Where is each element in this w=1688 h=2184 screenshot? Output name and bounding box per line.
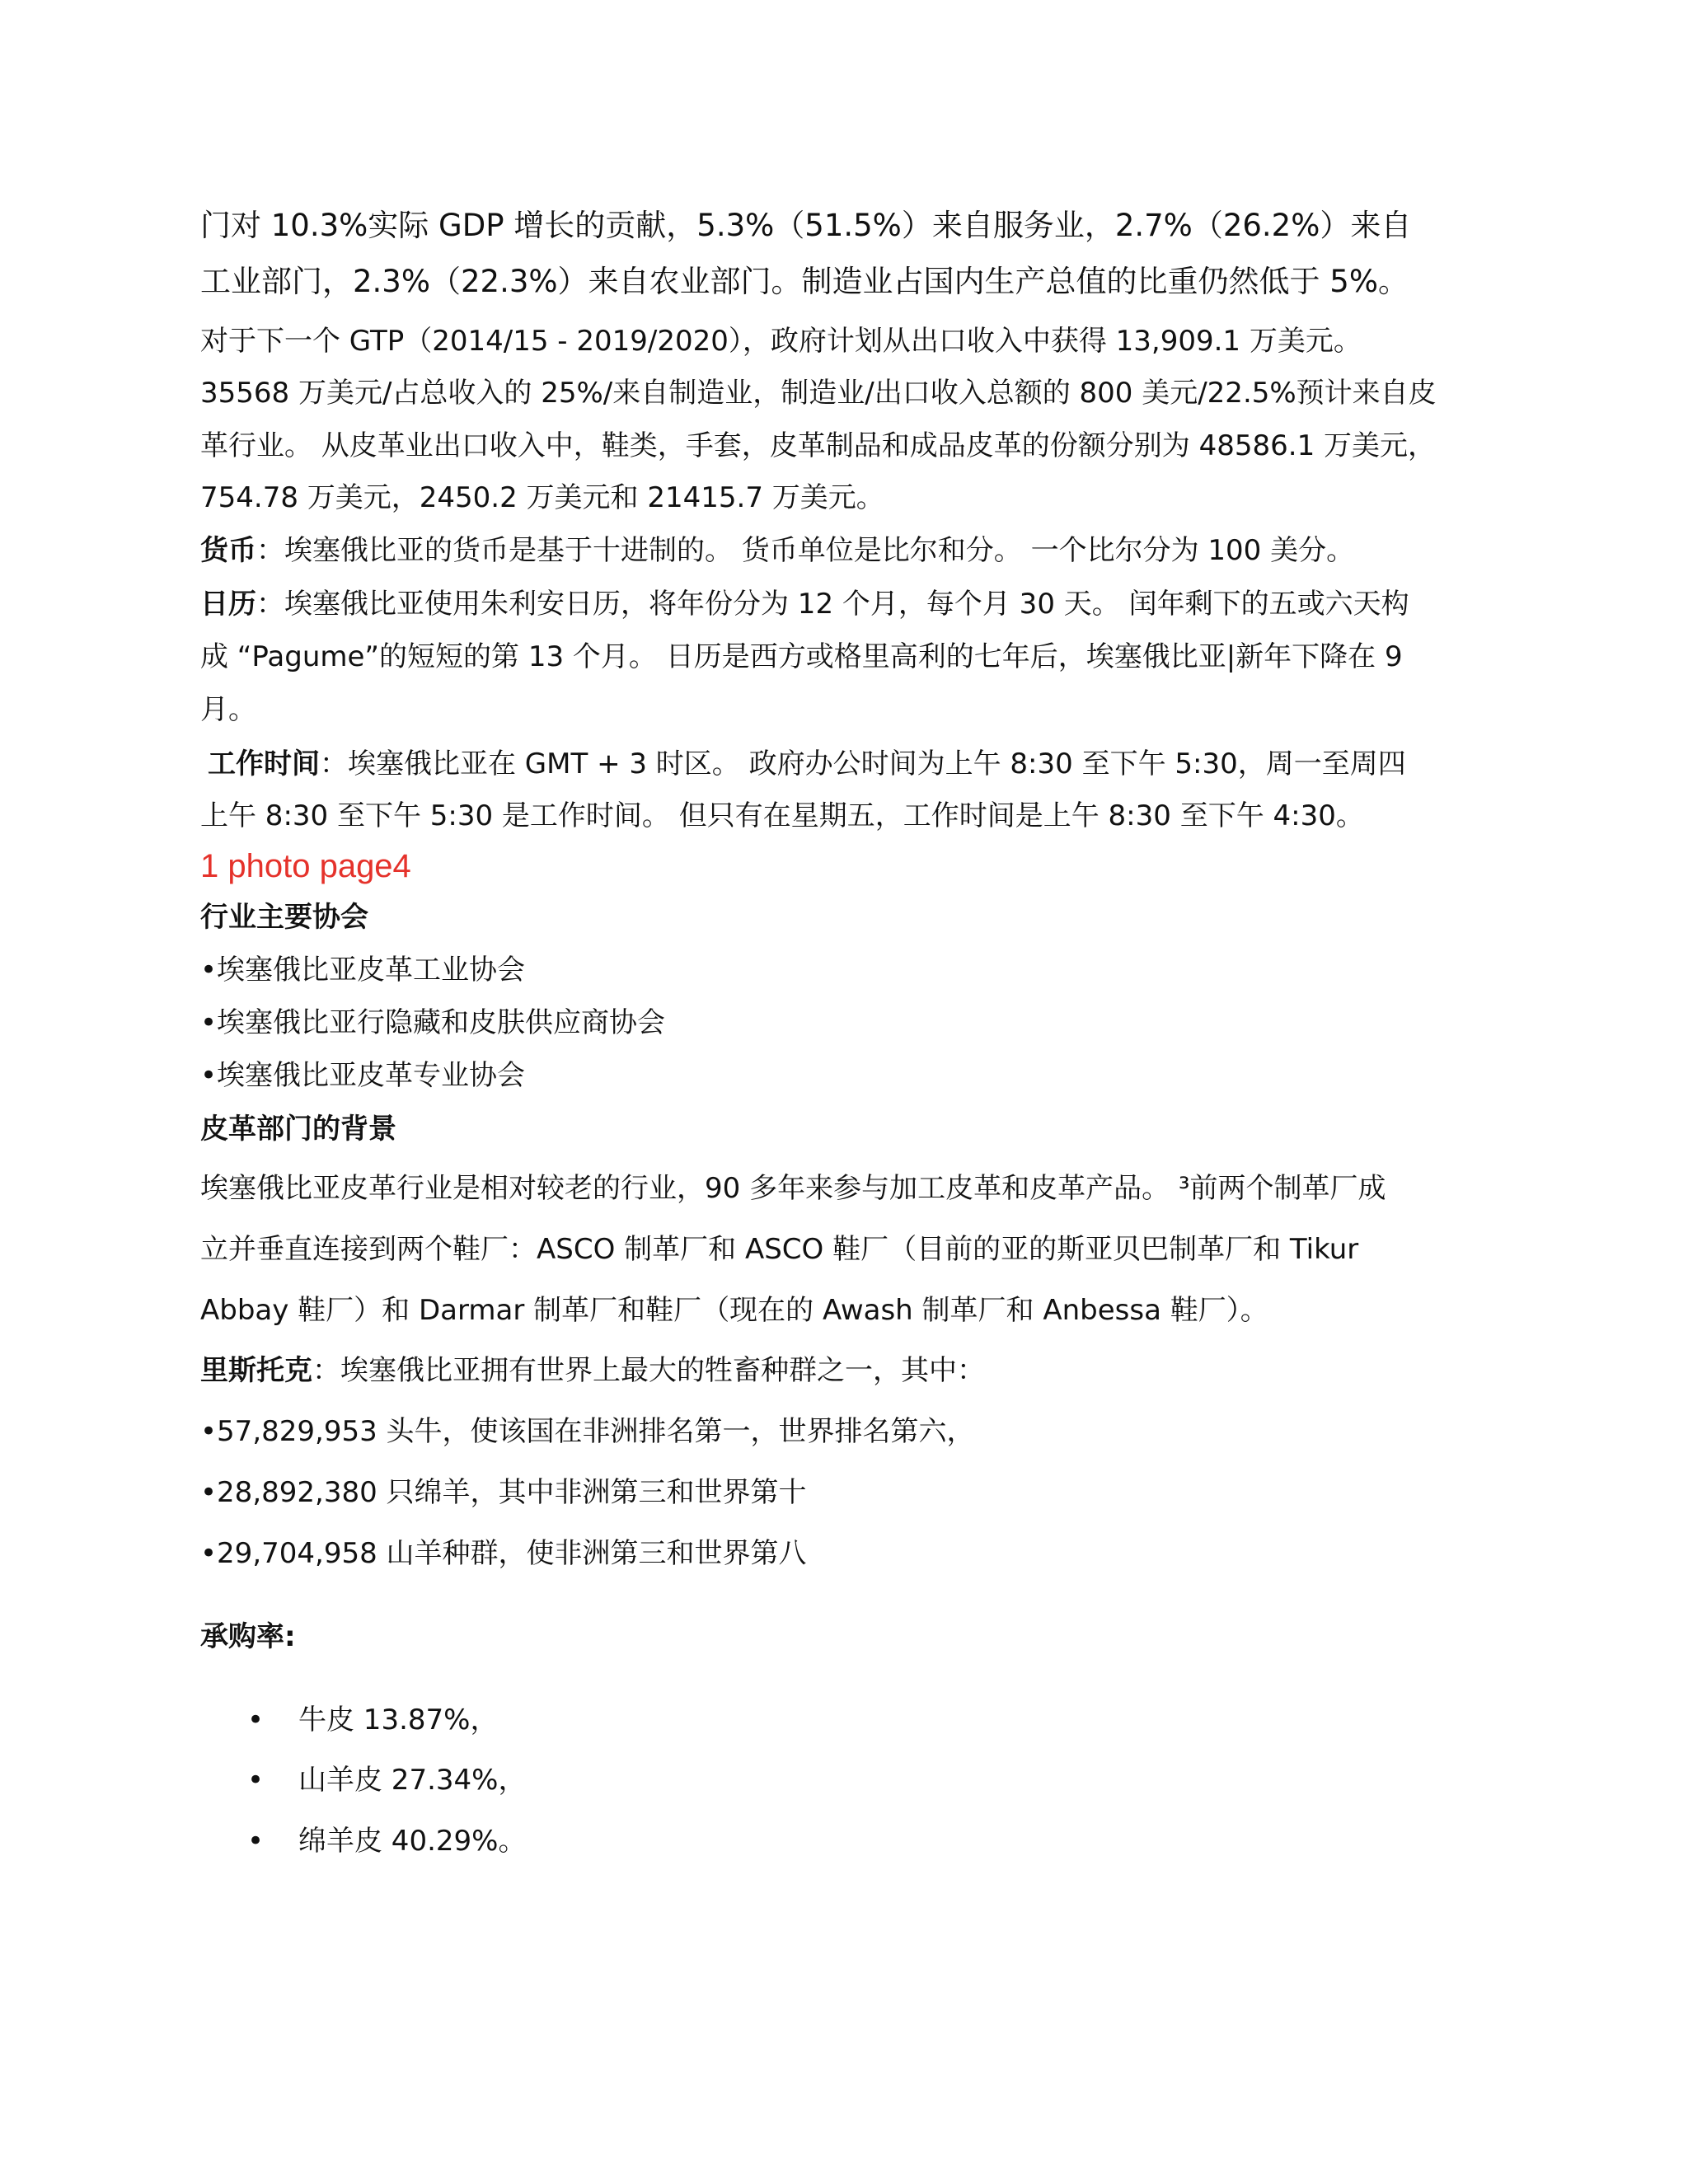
background-heading: 皮革部门的背景 [200, 1113, 396, 1146]
bullet-icon: • [247, 1704, 265, 1736]
background-line-1: 埃塞俄比亚皮革行业是相对较老的行业，90 多年来参与加工皮革和皮革产品。 ³前两个制革厂成 [200, 1172, 1386, 1205]
livestock-label: 里斯托克 [200, 1354, 312, 1387]
paragraph-gdp-line-2: 工业部门，2.3%（22.3%）来自农业部门。制造业占国内生产总值的比重仍然低于 5%。 [200, 264, 1409, 299]
calendar-text-1: ：埃塞俄比亚使用朱利安日历，将年份分为 12 个月，每个月 30 天。 闰年剩下的五或六天构 [256, 588, 1409, 621]
offtake-item [247, 1704, 498, 1736]
offtake-item-text: 绵羊皮 40.29%。 [298, 1825, 527, 1858]
offtake-item-text: 牛皮 13.87%， [298, 1704, 499, 1736]
paragraph-gdp-line-1: 门对 10.3%实际 GDP 增长的贡献，5.3%（51.5%）来自服务业，2.7%（26.2%）来自 [200, 208, 1412, 243]
livestock-line [200, 1354, 985, 1387]
calendar-line-1 [200, 588, 1409, 621]
currency-text: ：埃塞俄比亚的货币是基于十进制的。 货币单位是比尔和分。 一个比尔分为 100 美分。 [256, 534, 1355, 567]
work-hours-line-1 [208, 748, 1406, 780]
paragraph-gtp-line-2: 35568 万美元/占总收入的 25%/来自制造业，制造业/出口收入总额的 800 美元/22.5%预计来自皮 [200, 377, 1437, 410]
livestock-item: •57,829,953 头牛，使该国在非洲排名第一，世界排名第六， [200, 1415, 975, 1448]
background-line-3: Abbay 鞋厂）和 Darmar 制革厂和鞋厂（现在的 Awash 制革厂和 Anbessa 鞋厂）。 [200, 1294, 1268, 1327]
offtake-item [247, 1825, 526, 1858]
photo-note: 1 photo page4 [200, 848, 411, 884]
calendar-line-2: 成 “Pagume”的短短的第 13 个月。 日历是西方或格里高利的七年后，埃塞俄比亚|新年下降在 9 [200, 640, 1403, 673]
livestock-text: ：埃塞俄比亚拥有世界上最大的牲畜种群之一，其中： [312, 1354, 985, 1387]
currency-label: 货币 [200, 534, 256, 567]
paragraph-gtp-line-1: 对于下一个 GTP（2014/15 - 2019/2020），政府计划从出口收入中获得 13,909.1 万美元。 [200, 325, 1362, 358]
paragraph-gtp-line-4: 754.78 万美元，2450.2 万美元和 21415.7 万美元。 [200, 481, 884, 514]
association-item: •埃塞俄比亚行隐藏和皮肤供应商协会 [200, 1006, 666, 1039]
calendar-line-3: 月。 [200, 693, 256, 726]
associations-heading: 行业主要协会 [200, 901, 368, 934]
calendar-label: 日历 [200, 588, 256, 621]
work-hours-line-2: 上午 8:30 至下午 5:30 是工作时间。 但只有在星期五，工作时间是上午 8:30 至下午 4:30。 [200, 799, 1364, 832]
livestock-item: •28,892,380 只绵羊，其中非洲第三和世界第十 [200, 1476, 807, 1509]
work-hours-label: 工作时间 [208, 748, 320, 780]
association-item: •埃塞俄比亚皮革工业协会 [200, 954, 526, 987]
currency-line [200, 534, 1354, 567]
livestock-item: •29,704,958 山羊种群，使非洲第三和世界第八 [200, 1537, 807, 1570]
background-line-2: 立并垂直连接到两个鞋厂：ASCO 制革厂和 ASCO 鞋厂（目前的亚的斯亚贝巴制革厂和 Tikur [200, 1233, 1359, 1266]
work-hours-text-1: ：埃塞俄比亚在 GMT + 3 时区。 政府办公时间为上午 8:30 至下午 5:30，周一至周四 [320, 748, 1406, 780]
bullet-icon: • [247, 1825, 265, 1858]
offtake-heading: 承购率: [200, 1620, 296, 1653]
bullet-icon: • [247, 1764, 265, 1797]
offtake-item-text: 山羊皮 27.34%， [298, 1764, 527, 1797]
paragraph-gtp-line-3: 革行业。 从皮革业出口收入中，鞋类，手套，皮革制品和成品皮革的份额分别为 48586.1 万美元， [200, 429, 1437, 462]
offtake-item [247, 1764, 526, 1797]
association-item: •埃塞俄比亚皮革专业协会 [200, 1059, 526, 1092]
